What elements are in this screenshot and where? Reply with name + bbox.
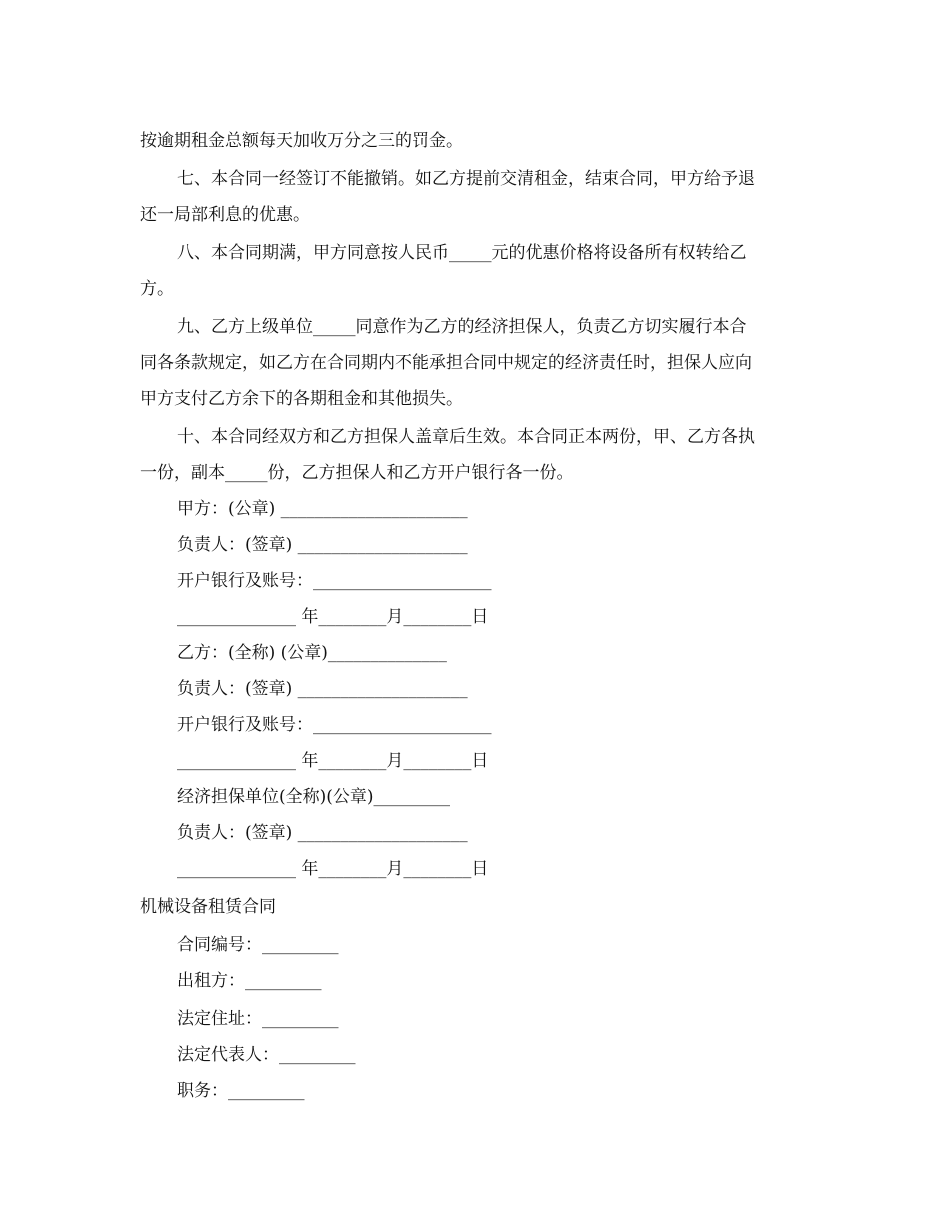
clause-9-line-3: 甲方支付乙方余下的各期租金和其他损失。 (140, 389, 463, 409)
paragraph-line: 按逾期租金总额每天加收万分之三的罚金。 (140, 131, 463, 151)
guarantor-representative: 负责人：(签章) ____________________ (177, 823, 468, 843)
clause-7-line-1: 七、本合同一经签订不能撤销。如乙方提前交清租金，结束合同，甲方给予退 (177, 169, 755, 189)
party-a-representative: 负责人：(签章) ____________________ (177, 535, 468, 555)
party-b-date: ______________ 年________月________日 (177, 751, 489, 771)
party-b-bank-account: 开户银行及账号：_____________________ (177, 715, 492, 735)
party-b-seal: 乙方：(全称) (公章)______________ (177, 643, 447, 663)
contract-number-field: 合同编号：_________ (177, 935, 339, 955)
party-a-bank-account: 开户银行及账号：_____________________ (177, 571, 492, 591)
party-b-representative: 负责人：(签章) ____________________ (177, 679, 468, 699)
clause-10-line-1: 十、本合同经双方和乙方担保人盖章后生效。本合同正本两份，甲、乙方各执 (177, 427, 755, 447)
position-field: 职务：_________ (177, 1081, 305, 1101)
clause-10-line-2: 一份，副本_____份，乙方担保人和乙方开户银行各一份。 (140, 463, 574, 483)
contract-title: 机械设备租赁合同 (140, 897, 276, 917)
guarantor-seal: 经济担保单位(全称)(公章)_________ (177, 787, 451, 807)
clause-9-line-1: 九、乙方上级单位_____同意作为乙方的经济担保人，负责乙方切实履行本合 (177, 317, 747, 337)
party-a-date: ______________ 年________月________日 (177, 607, 489, 627)
party-a-seal: 甲方：(公章) ______________________ (177, 499, 468, 519)
clause-9-line-2: 同各条款规定，如乙方在合同期内不能承担合同中规定的经济责任时，担保人应向 (140, 353, 752, 373)
lessor-field: 出租方：_________ (177, 971, 322, 991)
clause-8-line-1: 八、本合同期满，甲方同意按人民币_____元的优惠价格将设备所有权转给乙 (177, 243, 747, 263)
legal-address-field: 法定住址：_________ (177, 1009, 339, 1029)
clause-8-line-2: 方。 (140, 279, 174, 299)
clause-7-line-2: 还一局部利息的优惠。 (140, 205, 310, 225)
guarantor-date: ______________ 年________月________日 (177, 859, 489, 879)
legal-representative-field: 法定代表人：_________ (177, 1045, 356, 1065)
